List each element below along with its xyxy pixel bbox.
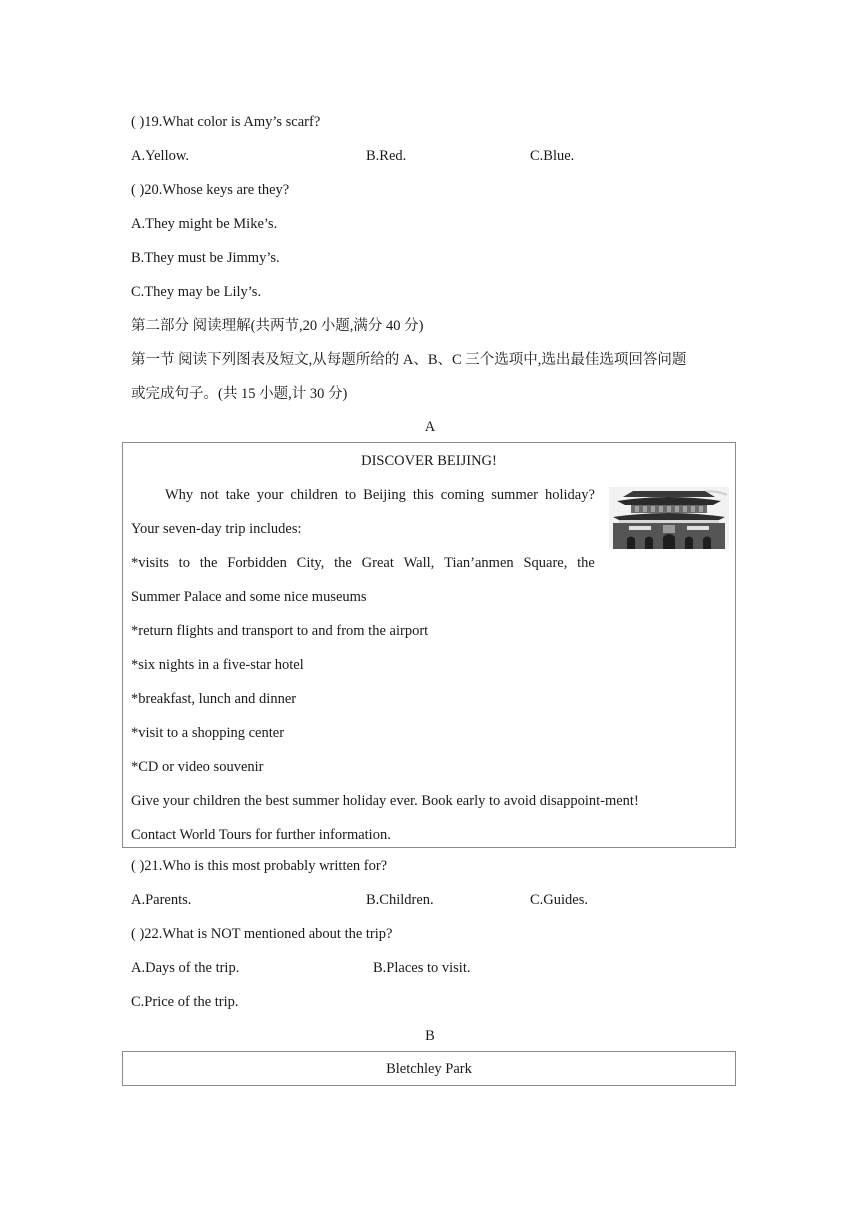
intro-cont: Your seven-day trip includes:: [131, 521, 302, 537]
option-b: B.Red.: [366, 148, 407, 164]
passage-letter-a: A: [424, 419, 436, 435]
option-c: C.Blue.: [530, 148, 575, 164]
question-19: ( )19.What color is Amy’s scarf?: [131, 114, 321, 130]
question-21: ( )21.Who is this most probably written for?: [131, 858, 388, 874]
passage-a-box: [122, 442, 736, 848]
option-c: C.Price of the trip.: [131, 994, 239, 1010]
visits-line: *visits to the Forbidden City, the Great Wall, Tian’anmen Square, the: [131, 555, 595, 571]
list-item: *six nights in a five-star hotel: [131, 657, 304, 673]
option-b: B.They must be Jimmy’s.: [131, 250, 280, 266]
closing-line: Give your children the best summer holiday ever. Book early to avoid disappoint-ment!: [131, 793, 639, 809]
option-a: A.Days of the trip.: [131, 960, 240, 976]
visits-cont: Summer Palace and some nice museums: [131, 589, 367, 605]
list-item: *visit to a shopping center: [131, 725, 285, 741]
option-b: B.Children.: [366, 892, 434, 908]
part-heading: 第二部分 阅读理解(共两节,20 小题,满分 40 分): [131, 318, 424, 334]
contact-line: Contact World Tours for further information.: [131, 827, 391, 843]
question-21-options: [131, 890, 731, 910]
option-b: B.Places to visit.: [373, 960, 471, 976]
option-a: A.They might be Mike’s.: [131, 216, 278, 232]
passage-title: DISCOVER BEIJING!: [361, 453, 497, 469]
passage-title: Bletchley Park: [386, 1061, 472, 1077]
passage-letter-b: B: [425, 1028, 435, 1044]
section-instructions: 第一节 阅读下列图表及短文,从每题所给的 A、B、C 三个选项中,选出最佳选项回答问题: [131, 352, 687, 368]
option-c: C.They may be Lily’s.: [131, 284, 262, 300]
tiananmen-gate-illustration: [609, 487, 729, 549]
option-a: A.Parents.: [131, 892, 192, 908]
question-20: ( )20.Whose keys are they?: [131, 182, 290, 198]
question-22: ( )22.What is NOT mentioned about the trip?: [131, 926, 393, 942]
option-c: C.Guides.: [530, 892, 588, 908]
list-item: *CD or video souvenir: [131, 759, 264, 775]
question-22-options: [131, 958, 731, 978]
section-instructions-cont: 或完成句子。(共 15 小题,计 30 分): [131, 386, 348, 402]
question-19-options: [131, 146, 731, 166]
list-item: *return flights and transport to and from the airport: [131, 623, 429, 639]
intro-line: Why not take your children to Beijing this coming summer holiday?: [165, 487, 595, 503]
option-a: A.Yellow.: [131, 148, 190, 164]
passage-b-box: [122, 1051, 736, 1086]
list-item: *breakfast, lunch and dinner: [131, 691, 297, 707]
